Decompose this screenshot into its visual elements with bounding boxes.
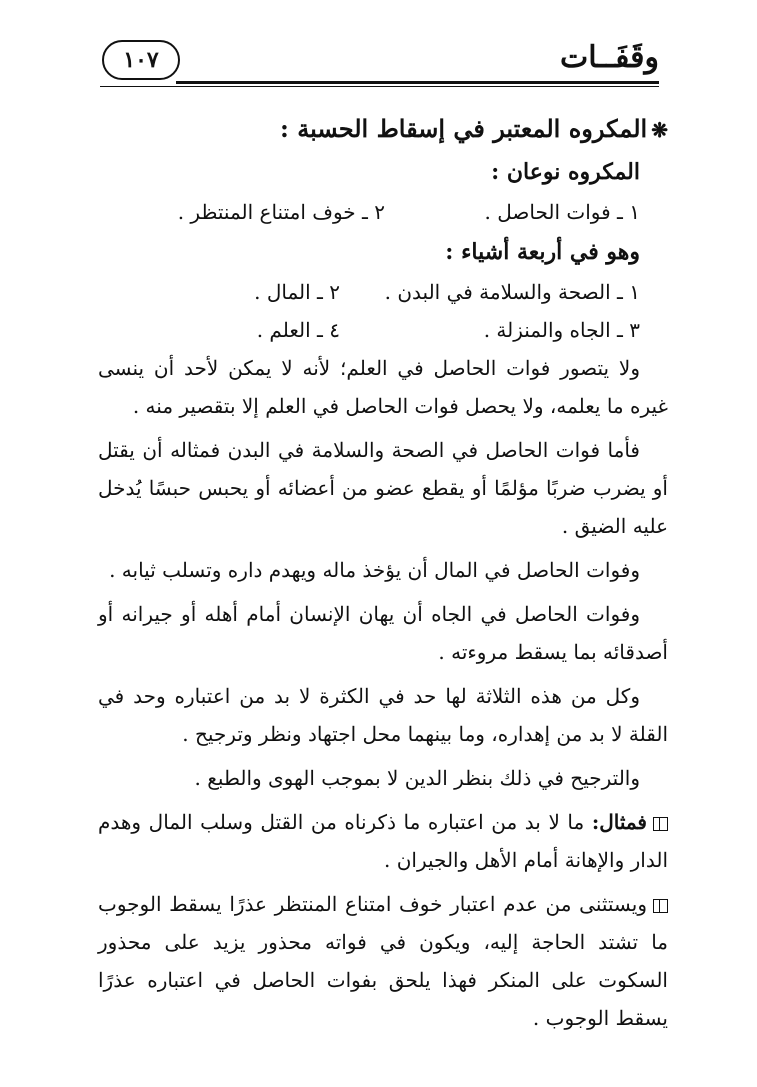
things-row-1 [98, 273, 668, 311]
header-rule [176, 81, 659, 84]
type-item-1: ١ ـ فوات الحاصل . [484, 200, 640, 224]
paragraph-4: وفوات الحاصل في الجاه أن يهان الإنسان أمام أهله أو جيرانه أو أصدقائه بما يسقط مروءته . [98, 602, 668, 664]
section-heading-text: المكروه المعتبر في إسقاط الحسبة : [280, 114, 648, 143]
type-item-2: ٢ ـ خوف امتناع المنتظر . [177, 200, 385, 224]
asterisk-flower-icon: ❋ [651, 118, 668, 142]
page-header [0, 0, 757, 110]
paragraph-1: ولا يتصور فوات الحاصل في العلم؛ لأنه لا يمكن لأحد أن ينسى غيره ما يعلمه، ولا يحصل فوات الحاصل في العلم إلا بتقصير منه . [98, 356, 668, 418]
book-icon [653, 899, 668, 913]
things-row-2 [98, 311, 668, 349]
thing-item-3: ٣ ـ الجاه والمنزلة . [483, 318, 640, 342]
header-rule-thin [100, 86, 659, 87]
paragraph-2: فأما فوات الحاصل في الصحة والسلامة في البدن فمثاله أن يقتل أو يضرب ضربًا مؤلمًا أو يقطع عضو من أعضائه أو يحبس حبسًا يُدخل عليه الضيق . [98, 438, 668, 538]
paragraph-7-text: ما لا بد من اعتباره ما ذكرناه من القتل وسلب المال وهدم الدار والإهانة أمام الأهل والجيران . [98, 810, 668, 872]
book-icon [653, 817, 668, 831]
paragraph-7 [98, 803, 668, 879]
paragraph-3: وفوات الحاصل في المال أن يؤخذ ماله ويهدم داره وتسلب ثيابه . [109, 558, 640, 582]
paragraph-5: وكل من هذه الثلاثة لها حد في الكثرة لا بد من اعتباره وحد في القلة لا بد من إهداره، وما بينهما محل اجتهاد ونظر وترجيح . [98, 684, 668, 746]
subheading-types: المكروه نوعان : [491, 159, 640, 185]
paragraph-8 [98, 885, 668, 1037]
paragraph-8-text: ويستثنى من عدم اعتبار خوف امتناع المنتظر عذرًا يسقط الوجوب ما تشتد الحاجة إليه، ويكون في فواته محذور يزيد على محذور السكوت على المنكر فهذا يلحق بفوات الحاصل في اعتباره عذرًا يسقط الوجوب . [98, 892, 668, 1030]
example-label: فمثال: [591, 810, 647, 834]
subheading-things: وهو في أربعة أشياء : [445, 239, 640, 265]
page-number: ١٠٧ [102, 40, 180, 80]
running-title: وقَفَــات [560, 40, 659, 75]
thing-item-4: ٤ ـ العلم . [256, 318, 340, 342]
section-heading [98, 108, 668, 151]
thing-item-1: ١ ـ الصحة والسلامة في البدن . [384, 280, 640, 304]
page-body [98, 108, 668, 1037]
paragraph-6: والترجيح في ذلك بنظر الدين لا بموجب الهوى والطبع . [194, 766, 640, 790]
thing-item-2: ٢ ـ المال . [254, 280, 340, 304]
types-row [98, 193, 668, 231]
